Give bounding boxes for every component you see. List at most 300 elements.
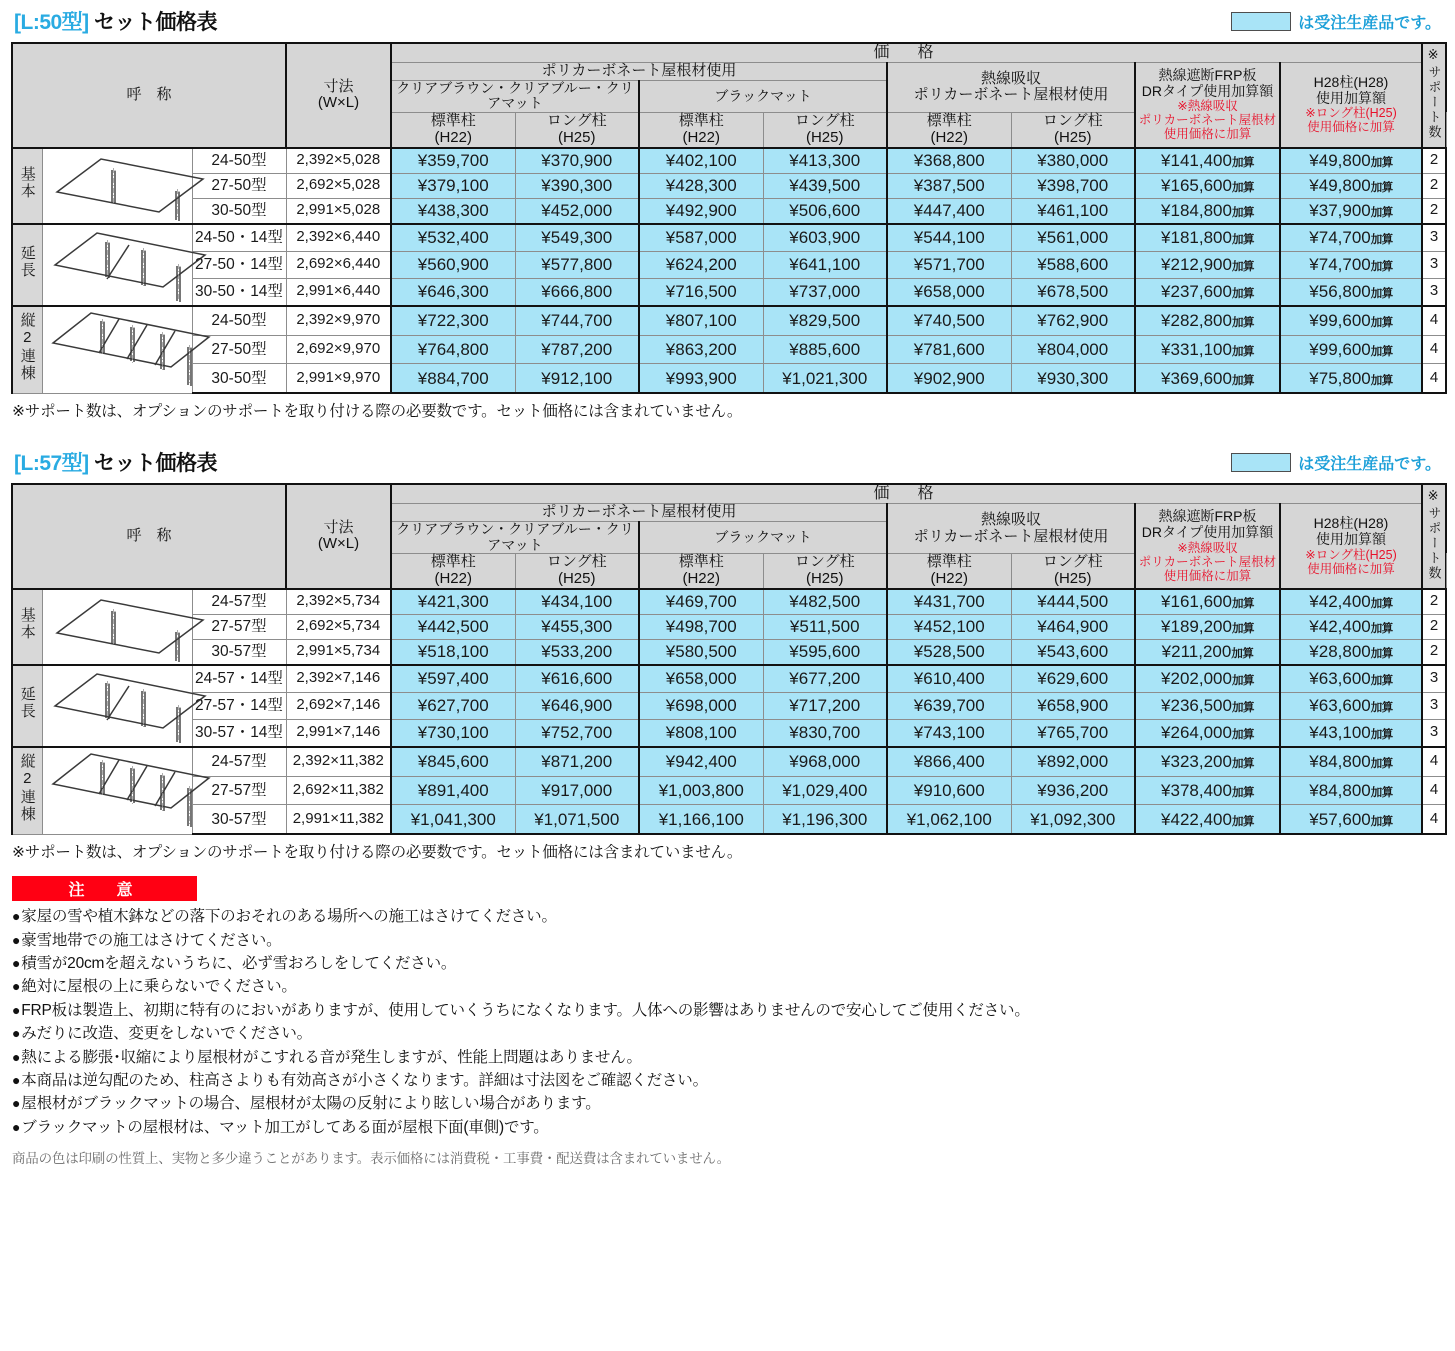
- col-header-price-group: 価 格: [391, 43, 1422, 62]
- table-row: [12, 335, 1446, 364]
- cell-model: 24-57・14型: [192, 665, 286, 693]
- cell-h28-add: [1280, 173, 1422, 198]
- h28-suffix: 加算: [1370, 787, 1393, 799]
- frp-amount: ¥202,000: [1161, 669, 1232, 689]
- support-label: ※サポート数: [1426, 488, 1442, 581]
- heat-line1: 熱線吸収: [980, 510, 1041, 528]
- cell-price-2: ¥469,700: [639, 589, 763, 615]
- frp-red1: ※熱線吸収: [1177, 540, 1238, 555]
- cell-price-1: ¥434,100: [515, 589, 639, 615]
- category-label: 基本: [18, 607, 36, 642]
- cell-price-5: ¥588,600: [1011, 251, 1135, 278]
- cell-price-0: ¥764,800: [391, 335, 515, 364]
- caution-item: ● 熱による膨張･収縮により屋根材がこすれる音が発生しますが、性能上問題はありません。: [12, 1048, 1455, 1067]
- cell-support-count: 3: [1422, 278, 1446, 306]
- cell-price-4: ¥368,800: [887, 148, 1011, 174]
- cell-price-0: ¥532,400: [391, 224, 515, 252]
- cell-price-2: ¥808,100: [639, 719, 763, 747]
- col-header-h28: [1280, 62, 1422, 147]
- cell-h28-add: [1280, 776, 1422, 805]
- pillar-name-2: 標準柱: [678, 112, 724, 130]
- frp-suffix: 加算: [1231, 675, 1254, 688]
- cell-price-1: ¥917,000: [515, 776, 639, 805]
- cell-price-3: ¥1,196,300: [763, 805, 887, 834]
- table-row: [12, 805, 1446, 834]
- cell-dimension: 2,392×7,146: [286, 665, 391, 693]
- cell-price-0: ¥442,500: [391, 614, 515, 639]
- cell-frp-add: [1135, 589, 1280, 615]
- pillar-name-0: 標準柱: [430, 553, 476, 571]
- cell-frp-add: [1135, 278, 1280, 306]
- section-gap: [0, 421, 1455, 441]
- cell-frp-add: [1135, 148, 1280, 174]
- cell-h28-add: [1280, 614, 1422, 639]
- cell-support-count: 3: [1422, 692, 1446, 719]
- row-category: [12, 589, 42, 665]
- cell-price-0: ¥891,400: [391, 776, 515, 805]
- cell-dimension: 2,692×11,382: [286, 776, 391, 805]
- frp-red3: 使用価格に加算: [1163, 127, 1252, 142]
- cell-price-1: ¥455,300: [515, 614, 639, 639]
- cell-price-3: ¥439,500: [763, 173, 887, 198]
- frp-line2: DRタイプ使用加算額: [1141, 523, 1274, 540]
- cell-price-5: ¥658,900: [1011, 692, 1135, 719]
- frp-red1: ※熱線吸収: [1177, 99, 1238, 114]
- col-header-pillar-5: [1011, 554, 1135, 589]
- cell-price-2: ¥1,166,100: [639, 805, 763, 834]
- pillar-height-0: (H22): [434, 569, 472, 587]
- frp-suffix: 加算: [1231, 288, 1254, 301]
- cell-dimension: 2,991×6,440: [286, 278, 391, 306]
- cell-price-2: ¥698,000: [639, 692, 763, 719]
- pillar-name-5: ロング柱: [1042, 112, 1103, 130]
- cell-support-count: 2: [1422, 614, 1446, 639]
- col-header-support: [1422, 484, 1446, 589]
- col-header-pillar-0: [391, 554, 515, 589]
- made-to-order-legend: [1231, 10, 1447, 33]
- cell-price-2: ¥716,500: [639, 278, 763, 306]
- row-diagram: [42, 224, 192, 306]
- cell-price-2: ¥428,300: [639, 173, 763, 198]
- caution-item: ● 絶対に屋根の上に乗らないでください。: [12, 977, 1455, 996]
- made-to-order-legend: [1231, 451, 1447, 474]
- cell-price-4: ¥610,400: [887, 665, 1011, 693]
- cell-support-count: 2: [1422, 148, 1446, 174]
- cell-price-5: ¥444,500: [1011, 589, 1135, 615]
- cell-model: 24-57型: [192, 747, 286, 776]
- cell-price-5: ¥892,000: [1011, 747, 1135, 776]
- col-header-black-mat: ブラックマット: [639, 80, 887, 112]
- h28-amount: ¥63,600: [1309, 696, 1371, 716]
- cell-price-2: ¥863,200: [639, 335, 763, 364]
- cell-price-2: ¥402,100: [639, 148, 763, 174]
- cell-dimension: 2,692×7,146: [286, 692, 391, 719]
- h28-amount: ¥49,800: [1309, 176, 1371, 196]
- cell-price-5: ¥561,000: [1011, 224, 1135, 252]
- row-diagram: [42, 589, 192, 665]
- pillar-name-3: ロング柱: [794, 112, 855, 130]
- frp-amount: ¥141,400: [1161, 151, 1232, 171]
- h28-amount: ¥84,800: [1309, 752, 1371, 772]
- col-header-pillar-3: [763, 113, 887, 148]
- section-title-text: セット価格表: [94, 11, 218, 34]
- col-header-black-mat: ブラックマット: [639, 521, 887, 553]
- pillar-height-5: (H25): [1053, 569, 1092, 587]
- caution-item: ● 家屋の雪や植木鉢などの落下のおそれのある場所への施工はさけてください。: [12, 907, 1455, 926]
- cell-h28-add: [1280, 198, 1422, 224]
- frp-amount: ¥378,400: [1161, 781, 1232, 800]
- cell-price-4: ¥910,600: [887, 776, 1011, 805]
- cell-price-3: ¥595,600: [763, 639, 887, 665]
- cell-price-3: ¥641,100: [763, 251, 887, 278]
- cell-h28-add: [1280, 148, 1422, 174]
- cell-price-3: ¥677,200: [763, 665, 887, 693]
- frp-amount: ¥323,200: [1161, 752, 1232, 772]
- cell-h28-add: [1280, 692, 1422, 719]
- h28-suffix: 加算: [1370, 758, 1393, 771]
- cell-price-1: ¥370,900: [515, 148, 639, 174]
- cell-price-3: ¥482,500: [763, 589, 887, 615]
- cell-price-0: ¥359,700: [391, 148, 515, 174]
- h28-amount: ¥28,800: [1309, 642, 1371, 662]
- price-table-1: [11, 483, 1447, 835]
- frp-suffix: 加算: [1231, 702, 1254, 715]
- cell-model: 24-50・14型: [192, 224, 286, 252]
- pillar-height-3: (H25): [805, 128, 844, 146]
- cell-dimension: 2,392×5,734: [286, 589, 391, 615]
- cell-support-count: 4: [1422, 364, 1446, 393]
- cell-price-4: ¥902,900: [887, 364, 1011, 393]
- header-row-1: [12, 43, 1446, 62]
- row-diagram: [42, 306, 192, 394]
- h28-amount: ¥99,600: [1309, 339, 1371, 359]
- cell-price-1: ¥533,200: [515, 639, 639, 665]
- cell-price-1: ¥912,100: [515, 364, 639, 393]
- cell-price-4: ¥431,700: [887, 589, 1011, 615]
- cell-price-0: ¥438,300: [391, 198, 515, 224]
- cell-price-4: ¥740,500: [887, 306, 1011, 335]
- section-header-1: [0, 441, 1455, 483]
- frp-suffix: 加算: [1231, 182, 1254, 195]
- frp-amount: ¥184,800: [1161, 201, 1232, 221]
- table-row: [12, 747, 1446, 776]
- row-diagram: [42, 148, 192, 224]
- cell-price-5: ¥543,600: [1011, 639, 1135, 665]
- cell-price-1: ¥646,900: [515, 692, 639, 719]
- cell-support-count: 4: [1422, 335, 1446, 364]
- row-category: [12, 306, 42, 394]
- cell-frp-add: [1135, 805, 1280, 834]
- cell-h28-add: [1280, 278, 1422, 306]
- cell-frp-add: [1135, 364, 1280, 393]
- cell-price-0: ¥845,600: [391, 747, 515, 776]
- col-header-pillar-5: [1011, 113, 1135, 148]
- row-category: [12, 747, 42, 835]
- frp-amount: ¥422,400: [1161, 809, 1232, 829]
- cell-h28-add: [1280, 719, 1422, 747]
- table-row: [12, 251, 1446, 278]
- category-label: 縦2連棟: [18, 312, 36, 383]
- col-header-pillar-4: [887, 113, 1011, 148]
- frp-red2: ポリカーボネート屋根材: [1138, 113, 1277, 128]
- legend-color-swatch: [1231, 453, 1291, 472]
- legend-color-swatch: [1231, 12, 1291, 31]
- legend-label: は受注生産品です。: [1298, 14, 1441, 32]
- cell-price-3: ¥830,700: [763, 719, 887, 747]
- frp-amount: ¥212,900: [1161, 255, 1232, 275]
- col-header-heat-absorb: [887, 504, 1135, 554]
- h28-red2: 使用価格に加算: [1307, 561, 1395, 576]
- cell-price-0: ¥518,100: [391, 639, 515, 665]
- frp-suffix: 加算: [1231, 157, 1254, 170]
- cell-frp-add: [1135, 335, 1280, 364]
- cell-price-3: ¥737,000: [763, 278, 887, 306]
- h28-amount: ¥74,700: [1309, 228, 1371, 248]
- cell-frp-add: [1135, 224, 1280, 252]
- cell-price-5: ¥464,900: [1011, 614, 1135, 639]
- frp-suffix: 加算: [1231, 261, 1254, 274]
- h28-amount: ¥63,600: [1309, 669, 1371, 689]
- col-header-h28: [1280, 504, 1422, 589]
- cell-support-count: 4: [1422, 776, 1446, 805]
- cell-price-2: ¥658,000: [639, 665, 763, 693]
- cell-price-5: ¥629,600: [1011, 665, 1135, 693]
- cell-h28-add: [1280, 364, 1422, 393]
- cell-price-1: ¥744,700: [515, 306, 639, 335]
- cell-model: 24-50型: [192, 148, 286, 174]
- col-header-poly-group: ポリカーボネート屋根材使用: [391, 62, 887, 80]
- cell-price-4: ¥452,100: [887, 614, 1011, 639]
- h28-amount: ¥37,900: [1309, 201, 1371, 221]
- h28-suffix: 加算: [1370, 234, 1393, 247]
- pillar-height-4: (H22): [930, 569, 968, 587]
- cell-price-4: ¥544,100: [887, 224, 1011, 252]
- cell-model: 30-50・14型: [192, 278, 286, 306]
- h28-amount: ¥99,600: [1309, 311, 1371, 331]
- category-label: 基本: [18, 166, 36, 201]
- cell-price-0: ¥379,100: [391, 173, 515, 198]
- row-category: [12, 148, 42, 224]
- pillar-height-5: (H25): [1053, 128, 1092, 146]
- cell-model: 27-50型: [192, 335, 286, 364]
- caution-item: ● FRP板は製造上、初期に特有のにおいがありますが、使用していくうちになくなります。人体への影響はありませんので安心してご使用ください。: [12, 1001, 1455, 1020]
- support-footnote: ※サポート数は、オプションのサポートを取り付ける際の必要数です。セット価格には含まれていません。: [12, 844, 743, 862]
- frp-amount: ¥369,600: [1161, 368, 1232, 388]
- cell-price-0: ¥597,400: [391, 665, 515, 693]
- dim-line2: (W×L): [317, 535, 360, 553]
- cell-model: 30-50型: [192, 198, 286, 224]
- table-row: [12, 665, 1446, 693]
- cell-price-5: ¥678,500: [1011, 278, 1135, 306]
- cell-h28-add: [1280, 335, 1422, 364]
- cell-model: 24-50型: [192, 306, 286, 335]
- cell-price-1: ¥577,800: [515, 251, 639, 278]
- h28-line1: H28柱(H28): [1313, 74, 1389, 91]
- cell-price-1: ¥752,700: [515, 719, 639, 747]
- col-header-clear-colors: クリアブラウン・クリアブルー・クリアマット: [391, 80, 639, 112]
- h28-amount: ¥42,400: [1309, 617, 1371, 637]
- h28-amount: ¥75,800: [1309, 368, 1371, 388]
- cell-model: 30-57型: [192, 639, 286, 665]
- dim-line1: 寸法: [323, 77, 354, 95]
- cell-support-count: 3: [1422, 251, 1446, 278]
- table-row: [12, 692, 1446, 719]
- cell-frp-add: [1135, 173, 1280, 198]
- cell-h28-add: [1280, 589, 1422, 615]
- cell-price-3: ¥1,021,300: [763, 364, 887, 393]
- col-header-heat-absorb: [887, 62, 1135, 112]
- col-header-name: 呼 称: [12, 484, 286, 589]
- col-header-pillar-2: [639, 554, 763, 589]
- cell-h28-add: [1280, 747, 1422, 776]
- cell-price-3: ¥413,300: [763, 148, 887, 174]
- cell-price-4: ¥571,700: [887, 251, 1011, 278]
- h28-amount: ¥42,400: [1309, 592, 1371, 612]
- pillar-height-1: (H25): [557, 569, 596, 587]
- table-row: [12, 719, 1446, 747]
- cell-model: 27-50・14型: [192, 251, 286, 278]
- cell-model: 27-50型: [192, 173, 286, 198]
- cell-price-5: ¥762,900: [1011, 306, 1135, 335]
- cell-price-2: ¥1,003,800: [639, 776, 763, 805]
- frp-suffix: 加算: [1231, 207, 1254, 220]
- cell-support-count: 3: [1422, 665, 1446, 693]
- cell-support-count: 2: [1422, 173, 1446, 198]
- cell-price-4: ¥447,400: [887, 198, 1011, 224]
- cell-price-4: ¥387,500: [887, 173, 1011, 198]
- heat-line1: 熱線吸収: [980, 69, 1041, 87]
- cell-h28-add: [1280, 224, 1422, 252]
- cell-model: 27-57型: [192, 776, 286, 805]
- h28-suffix: 加算: [1370, 815, 1393, 828]
- cell-frp-add: [1135, 639, 1280, 665]
- cell-dimension: 2,392×9,970: [286, 306, 391, 335]
- cell-price-5: ¥1,092,300: [1011, 805, 1135, 834]
- row-category: [12, 665, 42, 747]
- table-row: [12, 224, 1446, 252]
- caution-item: ● みだりに改造、変更をしないでください。: [12, 1024, 1455, 1043]
- h28-suffix: 加算: [1370, 729, 1393, 742]
- cell-price-0: ¥730,100: [391, 719, 515, 747]
- pillar-name-4: 標準柱: [926, 553, 972, 571]
- cell-dimension: 2,392×11,382: [286, 747, 391, 776]
- frp-suffix: 加算: [1231, 374, 1254, 387]
- cell-support-count: 2: [1422, 589, 1446, 615]
- table-row: [12, 198, 1446, 224]
- pillar-height-0: (H22): [434, 128, 472, 146]
- pillar-name-5: ロング柱: [1042, 553, 1103, 571]
- h28-red1: ※ロング柱(H25): [1305, 547, 1397, 562]
- frp-suffix: 加算: [1231, 623, 1254, 636]
- cell-model: 24-57型: [192, 589, 286, 615]
- col-header-name: 呼 称: [12, 43, 286, 148]
- cell-frp-add: [1135, 747, 1280, 776]
- h28-amount: ¥84,800: [1309, 781, 1371, 800]
- col-header-pillar-1: [515, 113, 639, 148]
- cell-price-0: ¥1,041,300: [391, 805, 515, 834]
- cell-price-1: ¥787,200: [515, 335, 639, 364]
- cell-price-4: ¥781,600: [887, 335, 1011, 364]
- caution-item: ● 屋根材がブラックマットの場合、屋根材が太陽の反射により眩しい場合があります。: [12, 1094, 1455, 1113]
- h28-suffix: 加算: [1370, 288, 1393, 301]
- table-row: [12, 173, 1446, 198]
- h28-suffix: 加算: [1370, 207, 1393, 220]
- cell-price-4: ¥866,400: [887, 747, 1011, 776]
- cell-price-5: ¥804,000: [1011, 335, 1135, 364]
- frp-suffix: 加算: [1231, 317, 1254, 330]
- frp-suffix: 加算: [1231, 345, 1254, 358]
- col-header-frp: [1135, 504, 1280, 589]
- pillar-name-1: ロング柱: [546, 112, 607, 130]
- cell-price-5: ¥765,700: [1011, 719, 1135, 747]
- cell-price-5: ¥936,200: [1011, 776, 1135, 805]
- cell-price-1: ¥390,300: [515, 173, 639, 198]
- cell-model: 27-57型: [192, 614, 286, 639]
- cell-price-5: ¥930,300: [1011, 364, 1135, 393]
- dim-line2: (W×L): [317, 94, 360, 112]
- cell-price-4: ¥1,062,100: [887, 805, 1011, 834]
- cell-frp-add: [1135, 198, 1280, 224]
- cell-price-0: ¥884,700: [391, 364, 515, 393]
- frp-suffix: 加算: [1231, 758, 1254, 771]
- cell-price-3: ¥506,600: [763, 198, 887, 224]
- h28-suffix: 加算: [1370, 261, 1393, 274]
- frp-red2: ポリカーボネート屋根材: [1138, 554, 1277, 569]
- frp-line1: 熱線遮断FRP板: [1158, 67, 1257, 84]
- cell-price-3: ¥717,200: [763, 692, 887, 719]
- frp-suffix: 加算: [1231, 648, 1254, 661]
- cell-price-0: ¥421,300: [391, 589, 515, 615]
- cell-price-3: ¥885,600: [763, 335, 887, 364]
- frp-amount: ¥181,800: [1161, 228, 1232, 248]
- section-title-code: [L:57型]: [14, 452, 89, 476]
- price-table-0: [11, 42, 1447, 394]
- frp-suffix: 加算: [1231, 729, 1254, 742]
- col-header-pillar-2: [639, 113, 763, 148]
- cell-h28-add: [1280, 251, 1422, 278]
- col-header-support: [1422, 43, 1446, 148]
- col-header-pillar-0: [391, 113, 515, 148]
- section-title-code: [L:50型]: [14, 11, 89, 34]
- row-category: [12, 224, 42, 306]
- h28-suffix: 加算: [1370, 623, 1393, 636]
- table-row: [12, 614, 1446, 639]
- table-row: [12, 776, 1446, 805]
- table-row: [12, 278, 1446, 306]
- col-header-pillar-3: [763, 554, 887, 589]
- caution-list: [12, 907, 1455, 1137]
- section-header-0: [0, 0, 1455, 42]
- cell-price-5: ¥398,700: [1011, 173, 1135, 198]
- cell-price-1: ¥666,800: [515, 278, 639, 306]
- caution-banner: 注 意: [12, 876, 197, 901]
- legend-label: は受注生産品です。: [1298, 455, 1441, 473]
- cell-price-1: ¥452,000: [515, 198, 639, 224]
- cell-dimension: 2,991×7,146: [286, 719, 391, 747]
- h28-amount: ¥49,800: [1309, 151, 1371, 171]
- cell-model: 27-57・14型: [192, 692, 286, 719]
- pillar-height-2: (H22): [682, 569, 720, 587]
- cell-dimension: 2,692×5,028: [286, 173, 391, 198]
- col-header-clear-colors: クリアブラウン・クリアブルー・クリアマット: [391, 521, 639, 553]
- h28-suffix: 加算: [1370, 702, 1393, 715]
- cell-price-2: ¥580,500: [639, 639, 763, 665]
- cell-price-2: ¥942,400: [639, 747, 763, 776]
- cell-price-0: ¥627,700: [391, 692, 515, 719]
- cell-support-count: 2: [1422, 198, 1446, 224]
- cell-dimension: 2,991×5,028: [286, 198, 391, 224]
- cell-dimension: 2,392×5,028: [286, 148, 391, 174]
